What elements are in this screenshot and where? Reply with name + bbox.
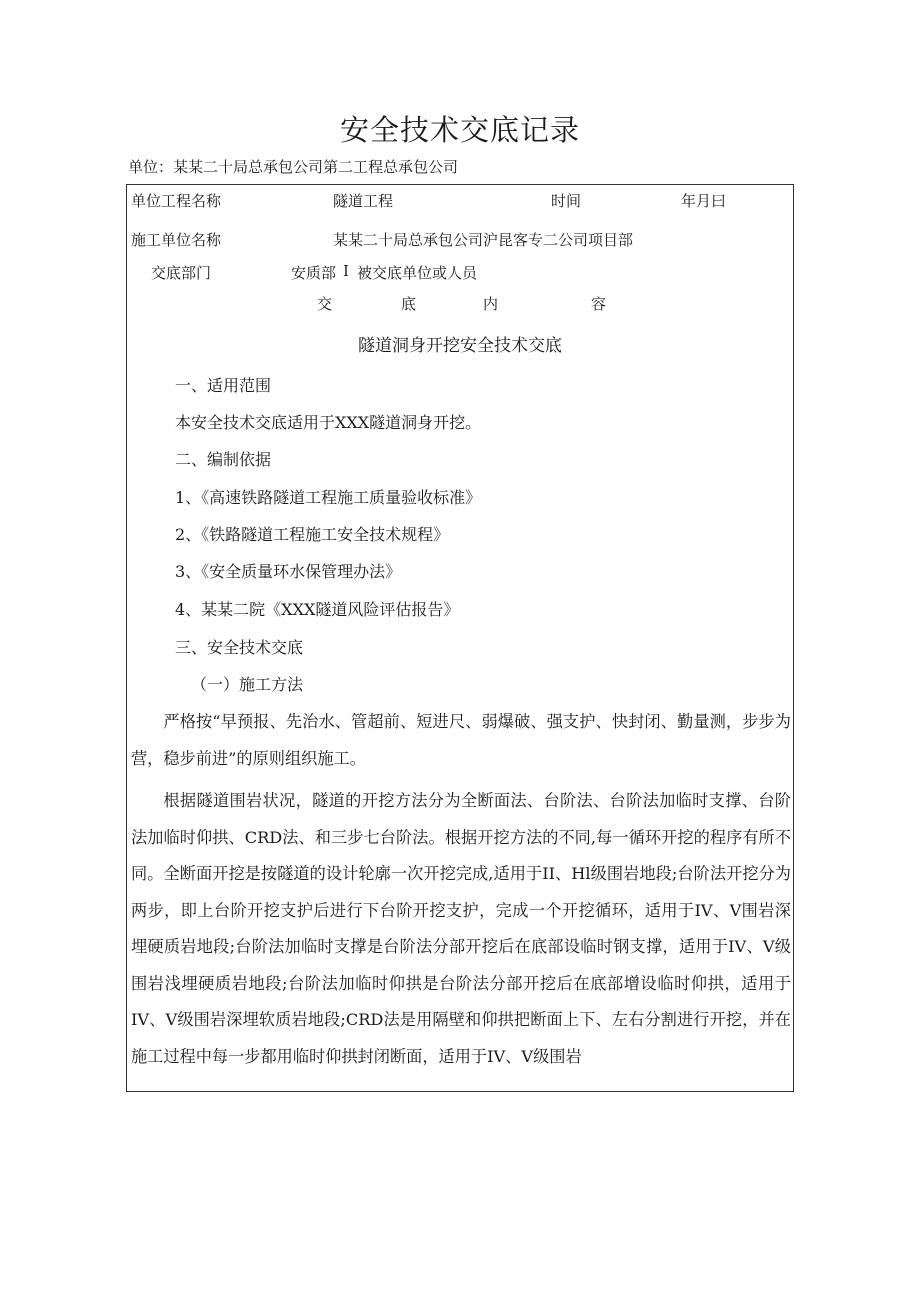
builder-value: 某某二十局总承包公司沪昆客专二公司项目部 xyxy=(333,231,634,249)
time-label: 时间 xyxy=(551,192,582,210)
date-value: 年月曰 xyxy=(681,192,727,210)
reference-item: 2、《铁路隧道工程施工安全技术规程》 xyxy=(175,525,450,544)
section-scope-text: 本安全技术交底适用于XXX隧道洞身开挖。 xyxy=(175,413,482,432)
content-subtitle: 隧道洞身开挖安全技术交底 xyxy=(358,336,562,356)
dept-value: 安质部 xyxy=(291,264,337,282)
content-header-char: 交 xyxy=(317,295,333,313)
section-scope-heading: 一、适用范围 xyxy=(175,376,272,395)
recipient-label: 被交底单位或人员 xyxy=(357,264,478,282)
paragraph-methods: 根据隧道围岩状况，隧道的开挖方法分为全断面法、台阶法、台阶法加临时支撑、台阶法加临时仰拱、CRD法、和三步七台阶法。根据开挖方法的不同,每一循环开挖的程序有所不同。全断面开挖是按隧道的设计轮廓一次开挖完成,适用于II、Hl级围岩地段;台阶法开挖分为两步，即上台阶开挖支护后进行下台阶开挖支护，完成一个开挖循环，适用于IV、V围岩深埋硬质岩地段;台阶法加临时支撑是台阶法分部开挖后在底部设临时钢支撑，适用于IV、V级围岩浅埋硬质岩地段;台阶法加临时仰拱是台阶法分部开挖后在底部增设临时仰拱，适用于IV、V级围岩深埋软质岩地段;CRD法是用隔壁和仰拱把断面上下、左右分割进行开挖，并在施工过程中每一步都用临时仰拱封闭断面，适用于IV、V级围岩 xyxy=(131,791,791,1066)
content-header-char: 底 xyxy=(401,295,417,313)
content-header-char: 内 xyxy=(483,295,499,313)
section-basis-heading: 二、编制依据 xyxy=(175,450,272,469)
unit-line: 单位：某某二十局总承包公司第二工程总承包公司 xyxy=(128,158,459,176)
content-header-char: 容 xyxy=(591,295,607,313)
builder-label: 施工单位名称 xyxy=(131,231,222,249)
document-title: 安全技术交底记录 xyxy=(339,113,580,147)
section-safety-heading: 三、安全技术交底 xyxy=(175,638,304,657)
project-label: 单位工程名称 xyxy=(131,192,222,210)
dept-label: 交底部门 xyxy=(151,264,212,282)
dept-separator: I xyxy=(343,262,349,280)
record-table xyxy=(126,184,794,1092)
reference-item: 4、某某二院《XXX隧道风险评估报告》 xyxy=(175,600,460,619)
project-value: 隧道工程 xyxy=(333,192,394,210)
reference-item: 3、《安全质量环水保管理办法》 xyxy=(175,562,402,581)
paragraph-principle: 严格按“早预报、先治水、管超前、短进尺、弱爆破、强支护、快封闭、勤量测，步步为营，稳步前进”的原则组织施工。 xyxy=(131,712,791,768)
subsection-method-heading: （一）施工方法 xyxy=(191,675,304,694)
reference-item: 1、《高速铁路隧道工程施工质量验收标准》 xyxy=(175,488,482,507)
